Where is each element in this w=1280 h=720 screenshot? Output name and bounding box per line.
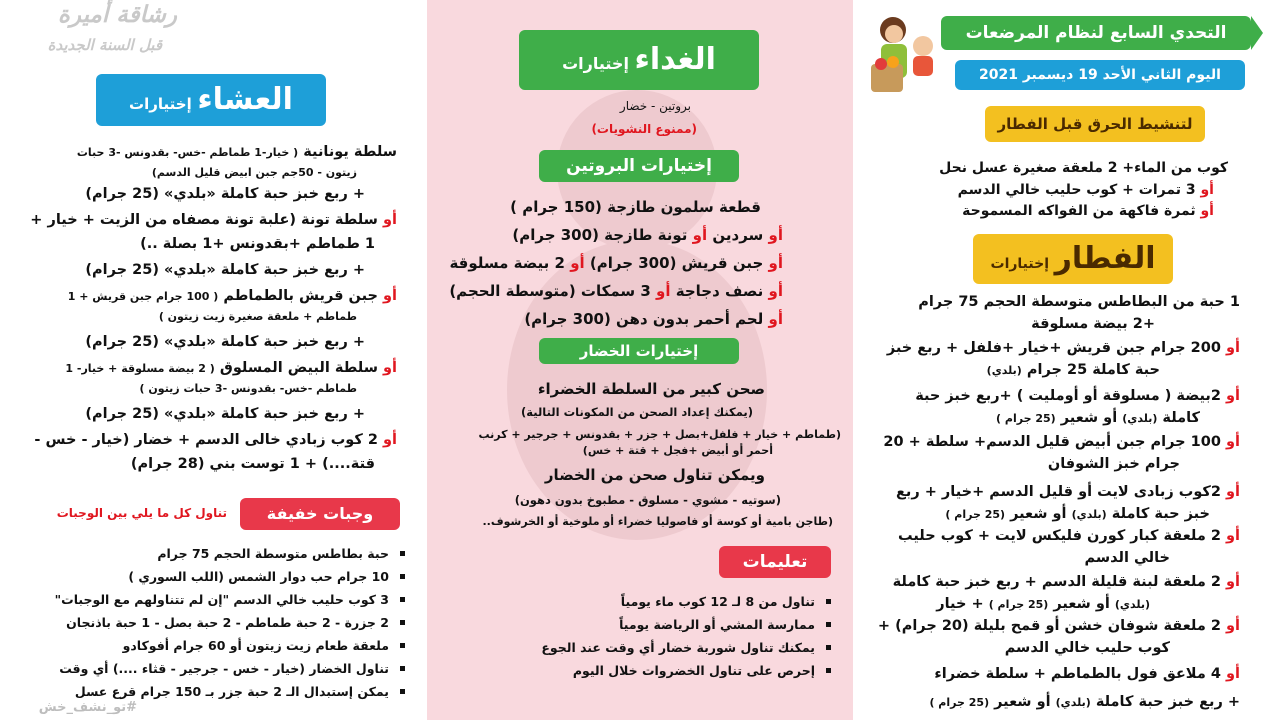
- dinner-title: [96, 74, 326, 126]
- breakfast-option-2: [887, 340, 1240, 356]
- or-label: أو: [1226, 528, 1240, 544]
- option-note: (بلدي): [1122, 412, 1158, 425]
- or-label: أو: [1226, 666, 1240, 682]
- veg-line-2: (يمكنك إعداد الصحن من المكونات التالية): [521, 405, 753, 419]
- dinner-option-2: [30, 212, 397, 228]
- pre-breakfast-line-2: [958, 182, 1214, 198]
- or-label: أو: [570, 254, 585, 272]
- snack-item: ملعقة طعام زيت زيتون أو 60 جرام أفوكادو: [55, 634, 405, 657]
- breakfast-option-4: [883, 434, 1240, 450]
- snack-item: 3 كوب حليب خالي الدسم "إن لم تتناولهم مع الوجبات": [55, 588, 405, 611]
- snack-item: تناول الخضار (خيار - خس - جرجير - قثاء ....) أي وقت: [55, 657, 405, 680]
- option-text: أو شعير: [1053, 596, 1110, 612]
- instruction-item: ممارسة المشي أو الرياضة يومياً: [541, 613, 831, 636]
- dinner-option-5: [34, 432, 397, 448]
- instruction-item: إحرص على تناول الخضروات خلال اليوم: [541, 659, 831, 682]
- breakfast-option-2b: [987, 362, 1160, 378]
- or-label: أو: [1226, 618, 1240, 634]
- protein-option-3: [449, 254, 783, 272]
- dinner-bread-4: + ربع خبز حبة كاملة «بلدي» (25 جرام): [85, 406, 365, 422]
- instruction-item: تناول من 8 لـ 12 كوب ماء يومياً: [541, 590, 831, 613]
- instructions-title: تعليمات: [719, 546, 831, 578]
- option-text: + خيار: [936, 596, 984, 612]
- option-text: نصف دجاجة: [675, 282, 764, 300]
- veg-line-1: صحن كبير من السلطة الخضراء: [537, 380, 765, 398]
- option-text: 2 بيضة مسلوقة: [449, 254, 565, 272]
- snack-item: 2 جزرة - 2 حبة طماطم - 2 حبة بصل - 1 حبة باذنجان: [55, 611, 405, 634]
- option-text: لحم أحمر بدون دهن (300 جرام): [524, 310, 764, 328]
- option-note: (بلدي): [1114, 598, 1150, 611]
- option-text: 2بيضة ( مسلوقة أو أومليت ) +ربع خبز حبة: [915, 388, 1221, 404]
- option-text: أو شعير: [994, 694, 1051, 710]
- dinner-title-big: العشاء: [197, 82, 293, 117]
- vegetable-options-title: إختيارات الخضار: [539, 338, 739, 364]
- dinner-option-3: [68, 288, 397, 304]
- or-label: أو: [768, 254, 783, 272]
- option-text: 2كوب زبادى لايت أو قليل الدسم +خيار + ربع: [895, 484, 1221, 500]
- option-note: ( 2 بيضة مسلوقة + خيار- 1: [65, 362, 215, 375]
- option-text: حبة كاملة 25 جرام: [1026, 362, 1160, 378]
- dinner-bread-3: + ربع خبز حبة كاملة «بلدي» (25 جرام): [85, 334, 365, 350]
- protein-option-2: [512, 226, 783, 244]
- option-text: 2 ملعقة لبنة قليلة الدسم + ربع خبز حبة كاملة: [892, 574, 1221, 590]
- or-label: أو: [1200, 203, 1214, 219]
- option-text: أو شعير: [1060, 410, 1118, 426]
- option-text: سلطة يونانية: [303, 144, 397, 160]
- or-label: أو: [1226, 484, 1240, 500]
- or-label: أو: [768, 282, 783, 300]
- pre-breakfast-text: ثمرة فاكهة من الفواكه المسموحة: [962, 203, 1196, 219]
- lunch-title: [519, 30, 759, 90]
- pre-breakfast-line-3: [962, 203, 1214, 219]
- protein-option-5: [524, 310, 783, 328]
- protein-options-title: إختيارات البروتين: [539, 150, 739, 182]
- breakfast-option-6b: خالي الدسم: [1084, 550, 1170, 566]
- breakfast-title: [973, 234, 1173, 284]
- snacks-title: وجبات خفيفة: [240, 498, 400, 530]
- lunch-no-carbs-note: (ممنوع النشويات): [591, 122, 697, 136]
- breakfast-option-4b: جرام خبز الشوفان: [1047, 456, 1180, 472]
- or-label: أو: [383, 432, 397, 448]
- footer-hashtag: #تو_نشف_خش: [38, 700, 137, 715]
- option-note: (25 جرام ): [929, 696, 990, 709]
- breakfast-option-5b: [945, 506, 1210, 522]
- or-label: أو: [383, 288, 397, 304]
- option-text: 4 ملاعق فول بالطماطم + سلطة خضراء: [934, 666, 1221, 682]
- dinner-option-4c: طماطم -خس- بقدونس -3 حبات زيتون ): [139, 382, 357, 395]
- dinner-bread-2: + ربع خبز حبة كاملة «بلدي» (25 جرام): [85, 262, 365, 278]
- option-text: 2 ملعقة شوفان خشن أو قمح بليلة (20 جرام) +: [877, 618, 1221, 634]
- option-text: 200 جرام جبن قريش +خيار +فلفل + ربع خبز: [886, 340, 1221, 356]
- or-label: أو: [383, 212, 397, 228]
- protein-option-4: [449, 282, 783, 300]
- breakfast-option-8b: كوب حليب خالي الدسم: [1004, 640, 1170, 656]
- or-label: أو: [1200, 182, 1214, 198]
- veg-line-6: (سوتيه - مشوي - مسلوق - مطبوخ بدون دهون): [514, 493, 781, 507]
- snacks-note: تناول كل ما يلي بين الوجبات: [56, 506, 227, 520]
- option-text: أو شعير: [1010, 506, 1067, 522]
- dinner-option-3c: طماطم + ملعقة صغيرة زيت زيتون ): [158, 310, 357, 323]
- or-label: أو: [1226, 388, 1240, 404]
- breakfast-option-1: 1 حبة من البطاطس متوسطة الحجم 75 جرام: [918, 294, 1240, 310]
- option-text: جبن قريش (300 جرام): [589, 254, 764, 272]
- protein-option-1: قطعة سلمون طازجة (150 جرام ): [510, 198, 761, 216]
- or-label: أو: [1226, 340, 1240, 356]
- lunch-subtitle: بروتين - خضار: [619, 99, 691, 113]
- or-label: أو: [768, 226, 783, 244]
- pre-breakfast-line-1: كوب من الماء+ 2 ملعقة صغيرة عسل نحل: [939, 160, 1228, 176]
- lunch-title-small: إختيارات: [562, 54, 629, 73]
- breakfast-option-7b: [936, 596, 1150, 612]
- option-note: (بلدي): [1071, 508, 1107, 521]
- brand-name: رشاقة أميرة: [57, 2, 177, 28]
- breakfast-column: [853, 0, 1280, 720]
- breakfast-option-3b: [996, 410, 1200, 426]
- option-note: (بلدي): [986, 364, 1022, 377]
- dinner-option-2b: 1 طماطم +بقدونس +1 بصلة ..): [140, 236, 375, 252]
- dinner-bread-1: + ربع خبز حبة كاملة «بلدي» (25 جرام): [85, 186, 365, 202]
- dinner-title-small: إختيارات: [129, 95, 192, 113]
- brand-tagline: قبل السنة الجديدة: [47, 36, 162, 54]
- breakfast-option-9b: [929, 694, 1240, 710]
- pre-breakfast-text: 3 تمرات + كوب حليب خالي الدسم: [957, 182, 1196, 198]
- option-text: 2 كوب زبادي خالى الدسم + خضار (خيار - خس -: [34, 432, 378, 448]
- veg-line-5: ويمكن تناول صحن من الخضار: [544, 466, 765, 484]
- breakfast-option-9: [934, 666, 1240, 682]
- breakfast-option-8: [878, 618, 1240, 634]
- option-note: (25 جرام ): [996, 412, 1056, 425]
- dinner-option-4: [65, 360, 397, 376]
- option-note: (بلدي): [1055, 696, 1091, 709]
- breakfast-option-7: [893, 574, 1240, 590]
- option-text: سلطة البيض المسلوق: [219, 360, 378, 376]
- lunch-column: [427, 0, 853, 720]
- or-label: أو: [692, 226, 708, 244]
- option-text: خبز حبة كاملة: [1111, 506, 1210, 522]
- option-text: كاملة: [1162, 410, 1200, 426]
- breakfast-title-big: الفطار: [1054, 241, 1156, 276]
- or-label: أو: [1226, 434, 1240, 450]
- option-text: سردين: [712, 226, 764, 244]
- breakfast-option-5: [896, 484, 1240, 500]
- veg-line-4: أحمر أو أبيض +فجل + قتة + خس): [582, 444, 773, 457]
- option-note: ( 100 جرام جبن قريش + 1: [67, 290, 219, 303]
- option-text: 3 سمكات (متوسطة الحجم): [449, 282, 651, 300]
- or-label: أو: [768, 310, 783, 328]
- breakfast-option-1b: +2 بيضة مسلوقة: [1031, 316, 1155, 332]
- or-label: أو: [1226, 574, 1240, 590]
- option-note: (25 جرام ): [945, 508, 1006, 521]
- dinner-column: [0, 0, 427, 720]
- instructions-list: [541, 590, 831, 682]
- snack-item: 10 جرام حب دوار الشمس (اللب السوري ): [55, 565, 405, 588]
- option-text: جبن قريش بالطماطم: [223, 288, 378, 304]
- dinner-option-1: [77, 144, 397, 160]
- pre-breakfast-title: لتنشيط الحرق قبل الفطار: [985, 106, 1205, 142]
- option-text: 2 ملعقة كبار كورن فليكس لايت + كوب حليب: [898, 528, 1221, 544]
- breakfast-option-6: [898, 528, 1240, 544]
- snacks-list: [55, 542, 405, 703]
- or-label: أو: [383, 360, 397, 376]
- veg-line-3: (طماطم + خيار + فلفل+بصل + جزر + بقدونس + جرجير + كرنب: [478, 428, 841, 441]
- dinner-option-5b: قتة....) + 1 توست بني (28 جرام): [130, 456, 375, 472]
- day-date-banner: اليوم الثاني الأحد 19 ديسمبر 2021: [955, 60, 1245, 90]
- breakfast-option-3: [915, 388, 1240, 404]
- snack-item: يمكن إستبدال الـ 2 حبة جزر بـ 150 جرام قرع عسل: [55, 680, 405, 703]
- title-ribbon-tail: [1251, 16, 1263, 50]
- option-note: ( خيار-1 طماطم -خس- بقدونس -3 حبات: [76, 146, 299, 159]
- or-label: أو: [656, 282, 671, 300]
- option-note: (25 جرام ): [988, 598, 1049, 611]
- instruction-item: يمكنك تناول شوربة خضار أي وقت عند الجوع: [541, 636, 831, 659]
- option-text: 100 جرام جبن أبيض قليل الدسم+ سلطة + 20: [883, 434, 1221, 450]
- breakfast-title-small: إختيارات: [990, 256, 1050, 272]
- snack-item: حبة بطاطس متوسطة الحجم 75 جرام: [55, 542, 405, 565]
- option-text: + ربع خبز حبة كاملة: [1095, 694, 1240, 710]
- option-text: تونة طازجة (300 جرام): [512, 226, 688, 244]
- mother-child-illustration: [863, 14, 953, 100]
- option-text: سلطة تونة (علبة تونة مصفاه من الزيت + خيار +: [30, 212, 378, 228]
- dinner-option-1c: زيتون - 50جم جبن ابيض قليل الدسم): [151, 166, 357, 179]
- lunch-title-big: الغداء: [634, 42, 716, 77]
- veg-line-7: (طاجن بامية أو كوسة أو فاصوليا خضراء أو ملوخية أو الخرشوف..: [482, 515, 833, 528]
- challenge-title: التحدي السابع لنظام المرضعات: [941, 16, 1251, 50]
